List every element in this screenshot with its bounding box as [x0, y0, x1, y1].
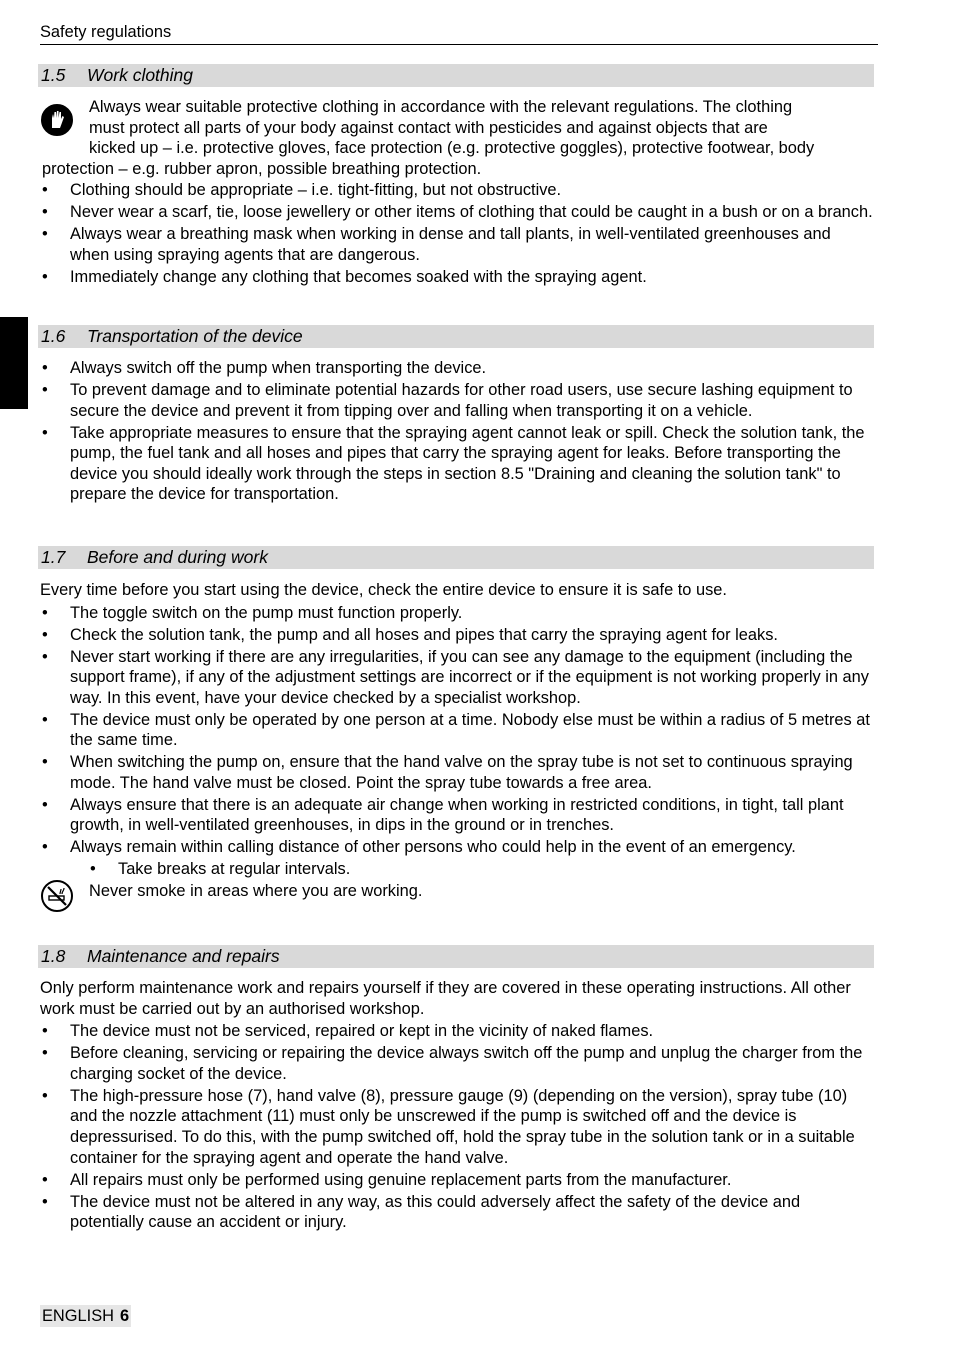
list-item: • The device must only be operated by one person at a time. Nobody else must be within a radius of 5 metres at the same time.	[40, 710, 874, 751]
section-1-5-body	[40, 97, 874, 289]
list-item: • Take appropriate measures to ensure that the spraying agent cannot leak or spill. Check the solution tank, the pump, the fuel tank and all hoses and pipes that carry the spraying agent for leaks. Before transporting the device you should ideally work through the steps in section 8.5 "Draining and cleaning the solution tank" to prepare the device for transportation.	[40, 423, 874, 505]
section-heading-1-8	[38, 945, 874, 968]
footer-language: ENGLISH	[42, 1307, 114, 1325]
section-heading-1-6	[38, 325, 874, 348]
intro-paragraph	[40, 97, 874, 179]
intro-paragraph: Every time before you start using the device, check the entire device to ensure it is safe to use.	[40, 581, 727, 599]
intro-line: protection – e.g. rubber apron, possible breathing protection.	[42, 159, 482, 178]
section-title: Maintenance and repairs	[87, 946, 280, 966]
section-title: Before and during work	[87, 547, 268, 567]
section-number: 1.7	[41, 547, 66, 567]
list-item: • Always ensure that there is an adequate air change when working in restricted conditions, in tight, tall plant growth, in well-ventilated greenhouses, in dips in the ground or in trenches.	[40, 795, 874, 836]
intro-paragraph: Only perform maintenance work and repairs yourself if they are covered in these operating instructions. All other work must be carried out by an authorised workshop.	[40, 979, 851, 1018]
intro-line: must protect all parts of your body against contact with pesticides and against objects that are	[89, 118, 768, 137]
list-item: • Take breaks at regular intervals.	[88, 859, 874, 880]
no-smoking-icon	[41, 880, 73, 912]
list-item: • When switching the pump on, ensure that the hand valve on the spray tube is not set to continuous spraying mode. The hand valve must be closed. Point the spray tube towards a free area.	[40, 752, 874, 793]
page-number: 6	[119, 1307, 130, 1325]
list-item: • Clothing should be appropriate – i.e. tight-fitting, but not obstructive.	[40, 180, 874, 201]
section-1-6-body	[40, 358, 874, 506]
section-number: 1.8	[41, 946, 66, 966]
list-item: • Always wear a breathing mask when working in dense and tall plants, in well-ventilated greenhouses and when using spraying agents that are dangerous.	[40, 224, 874, 265]
list-item: • The toggle switch on the pump must function properly.	[40, 603, 874, 624]
list-item: • To prevent damage and to eliminate potential hazards for other road users, use secure lashing equipment to secure the device and prevent it from tipping over and falling when transporting it on a vehicle.	[40, 380, 874, 421]
list-item: • Before cleaning, servicing or repairing the device always switch off the pump and unplug the charger from the charging socket of the device.	[40, 1043, 874, 1084]
sub-bullet-list	[40, 859, 874, 880]
list-item: • Never wear a scarf, tie, loose jewellery or other items of clothing that could be caught in a bush or on a branch.	[40, 202, 874, 223]
bullet-list	[40, 358, 874, 505]
page-footer	[40, 1305, 131, 1327]
list-item: • All repairs must only be performed using genuine replacement parts from the manufacturer.	[40, 1170, 874, 1191]
list-item: • The high-pressure hose (7), hand valve (8), pressure gauge (9) (depending on the version), spray tube (10) and the nozzle attachment (11) must only be unscrewed if the pump is switched off and the device is depressurised. To do this, with the pump switched off, hold the spray tube in the solution tank or in a suitable container for the spraying agent and operate the hand valve.	[40, 1086, 874, 1168]
section-heading-1-5	[38, 64, 874, 87]
section-heading-1-7	[38, 546, 874, 569]
intro-line: Always wear suitable protective clothing in accordance with the relevant regulations. The clothing	[89, 98, 793, 116]
running-header: Safety regulations	[40, 22, 878, 45]
list-item: • The device must not be serviced, repaired or kept in the vicinity of naked flames.	[40, 1021, 874, 1042]
side-tab-marker	[0, 317, 28, 409]
list-item: • The device must not be altered in any way, as this could adversely affect the safety of the device and potentially cause an accident or injury.	[40, 1192, 874, 1233]
bullet-list	[40, 180, 874, 287]
section-1-8-body	[40, 978, 874, 1234]
section-title: Work clothing	[87, 65, 194, 85]
bullet-list	[40, 1021, 874, 1233]
list-item: • Immediately change any clothing that becomes soaked with the spraying agent.	[40, 267, 874, 288]
section-1-7-body	[40, 580, 874, 902]
intro-line: kicked up – i.e. protective gloves, face protection (e.g. protective goggles), protective footwear, body	[89, 139, 815, 158]
section-number: 1.6	[41, 326, 66, 346]
smoke-note: Never smoke in areas where you are working.	[89, 882, 423, 901]
section-number: 1.5	[41, 65, 66, 85]
list-item: • Never start working if there are any irregularities, if you can see any damage to the equipment (including the support frame), if any of the adjustment settings are incorrect or if the equipment is not working properly in any way. In this event, have your device checked by a specialist workshop.	[40, 647, 874, 709]
list-item: • Always switch off the pump when transporting the device.	[40, 358, 874, 379]
list-item: • Always remain within calling distance of other persons who could help in the event of an emergency.	[40, 837, 874, 858]
bullet-list	[40, 603, 874, 858]
list-item: • Check the solution tank, the pump and all hoses and pipes that carry the spraying agent for leaks.	[40, 625, 874, 646]
section-title: Transportation of the device	[87, 326, 303, 346]
